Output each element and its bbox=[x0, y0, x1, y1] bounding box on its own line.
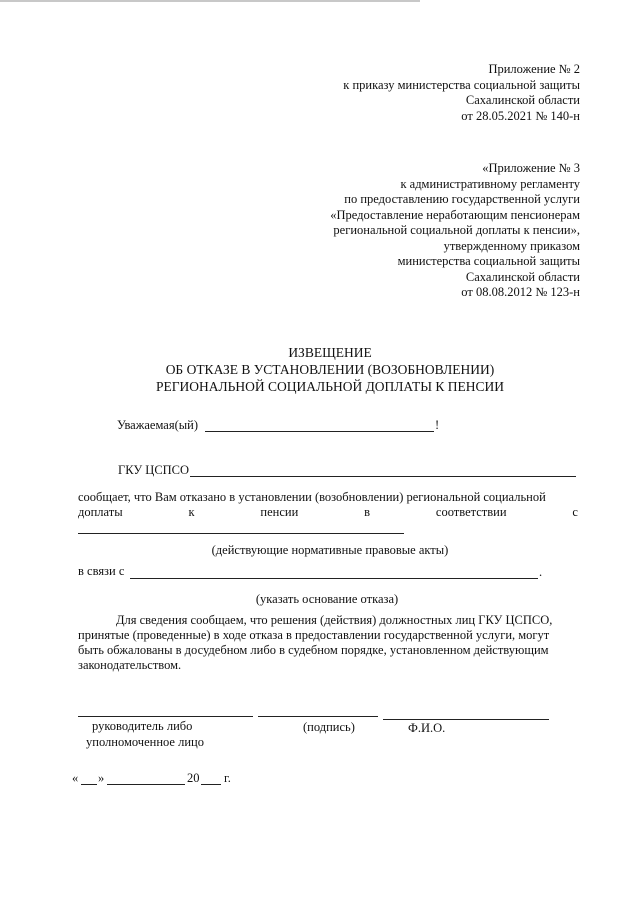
position-label-line-1: руководитель либо bbox=[92, 719, 193, 733]
title-line: РЕГИОНАЛЬНОЙ СОЦИАЛЬНОЙ ДОПЛАТЫ К ПЕНСИИ bbox=[155, 379, 505, 394]
annex-3-line: Сахалинской области bbox=[465, 269, 580, 284]
annex-3-line: к административному регламенту bbox=[400, 176, 580, 191]
date-year-prefix: 20 bbox=[187, 771, 200, 785]
legal-acts-caption: (действующие нормативные правовые акты) bbox=[211, 543, 449, 557]
annex-3-block bbox=[330, 161, 580, 301]
document-title bbox=[0, 344, 634, 395]
title-line: ИЗВЕЩЕНИЕ bbox=[288, 345, 372, 360]
recipient-name-field[interactable] bbox=[205, 431, 434, 432]
annex-3-line: региональной социальной доплаты к пенсии», bbox=[333, 223, 580, 237]
position-label bbox=[86, 718, 204, 750]
reports-word: с bbox=[572, 505, 578, 519]
appeal-line: Для сведения сообщаем, что решения (действия) должностных лиц ГКУ ЦСПСО, bbox=[116, 613, 553, 627]
date-month-field[interactable] bbox=[107, 784, 185, 785]
reason-field[interactable] bbox=[130, 578, 538, 579]
reports-line-2 bbox=[78, 505, 578, 520]
reports-word: соответствии bbox=[435, 505, 507, 519]
reports-word: доплаты bbox=[78, 505, 123, 519]
date-year-field[interactable] bbox=[201, 784, 221, 785]
reason-period: . bbox=[539, 565, 543, 579]
annex-2-line: к приказу министерства социальной защиты bbox=[343, 77, 580, 92]
appeal-line: законодательством. bbox=[78, 658, 182, 672]
org-label: ГКУ ЦСПСО bbox=[118, 463, 190, 477]
annex-3-line: от 08.08.2012 № 123-н bbox=[461, 285, 580, 299]
appeal-paragraph bbox=[78, 613, 578, 673]
annex-3-line: министерства социальной защиты bbox=[397, 254, 580, 268]
signature-label: (подпись) bbox=[303, 720, 355, 734]
position-field[interactable] bbox=[78, 716, 253, 717]
reports-word: в bbox=[364, 505, 371, 519]
greeting-label: Уважаемая(ый) bbox=[117, 418, 198, 432]
legal-acts-field[interactable] bbox=[78, 533, 404, 534]
appeal-line: принятые (проведенные) в ходе отказа в предоставлении государственной услуги, могут bbox=[78, 628, 550, 642]
position-label-line-2: уполномоченное лицо bbox=[86, 735, 204, 749]
appeal-line: быть обжалованы в досудебном либо в судебном порядке, установленном действующим bbox=[78, 643, 549, 657]
org-field[interactable] bbox=[190, 476, 576, 477]
date-year-suffix: г. bbox=[224, 771, 231, 785]
greeting-exclamation: ! bbox=[435, 418, 440, 432]
date-close-quote: » bbox=[98, 771, 105, 785]
full-name-label: Ф.И.О. bbox=[408, 721, 446, 735]
reports-word: к bbox=[188, 505, 195, 519]
signature-field[interactable] bbox=[258, 716, 378, 717]
annex-2-line: от 28.05.2021 № 140-н bbox=[461, 108, 580, 123]
annex-2-block bbox=[343, 62, 580, 124]
reports-line-1: сообщает, что Вам отказано в установлении (возобновлении) региональной социальной bbox=[78, 490, 546, 504]
reason-label: в связи с bbox=[78, 564, 125, 578]
scan-artifact-top bbox=[0, 0, 420, 2]
annex-2-line: Приложение № 2 bbox=[488, 62, 580, 76]
annex-3-line: «Приложение № 3 bbox=[482, 161, 580, 175]
date-open-quote: « bbox=[72, 771, 79, 785]
title-line: ОБ ОТКАЗЕ В УСТАНОВЛЕНИИ (ВОЗОБНОВЛЕНИИ) bbox=[165, 362, 495, 377]
annex-2-line: Сахалинской области bbox=[465, 93, 580, 107]
annex-3-line: по предоставлению государственной услуги bbox=[344, 192, 580, 206]
annex-3-line: «Предоставление неработающим пенсионерам bbox=[330, 207, 580, 222]
annex-3-line: утвержденному приказом bbox=[443, 238, 580, 253]
date-day-field[interactable] bbox=[81, 784, 97, 785]
reason-caption: (указать основание отказа) bbox=[255, 592, 399, 606]
full-name-field[interactable] bbox=[383, 719, 549, 720]
reports-word: пенсии bbox=[260, 505, 299, 519]
